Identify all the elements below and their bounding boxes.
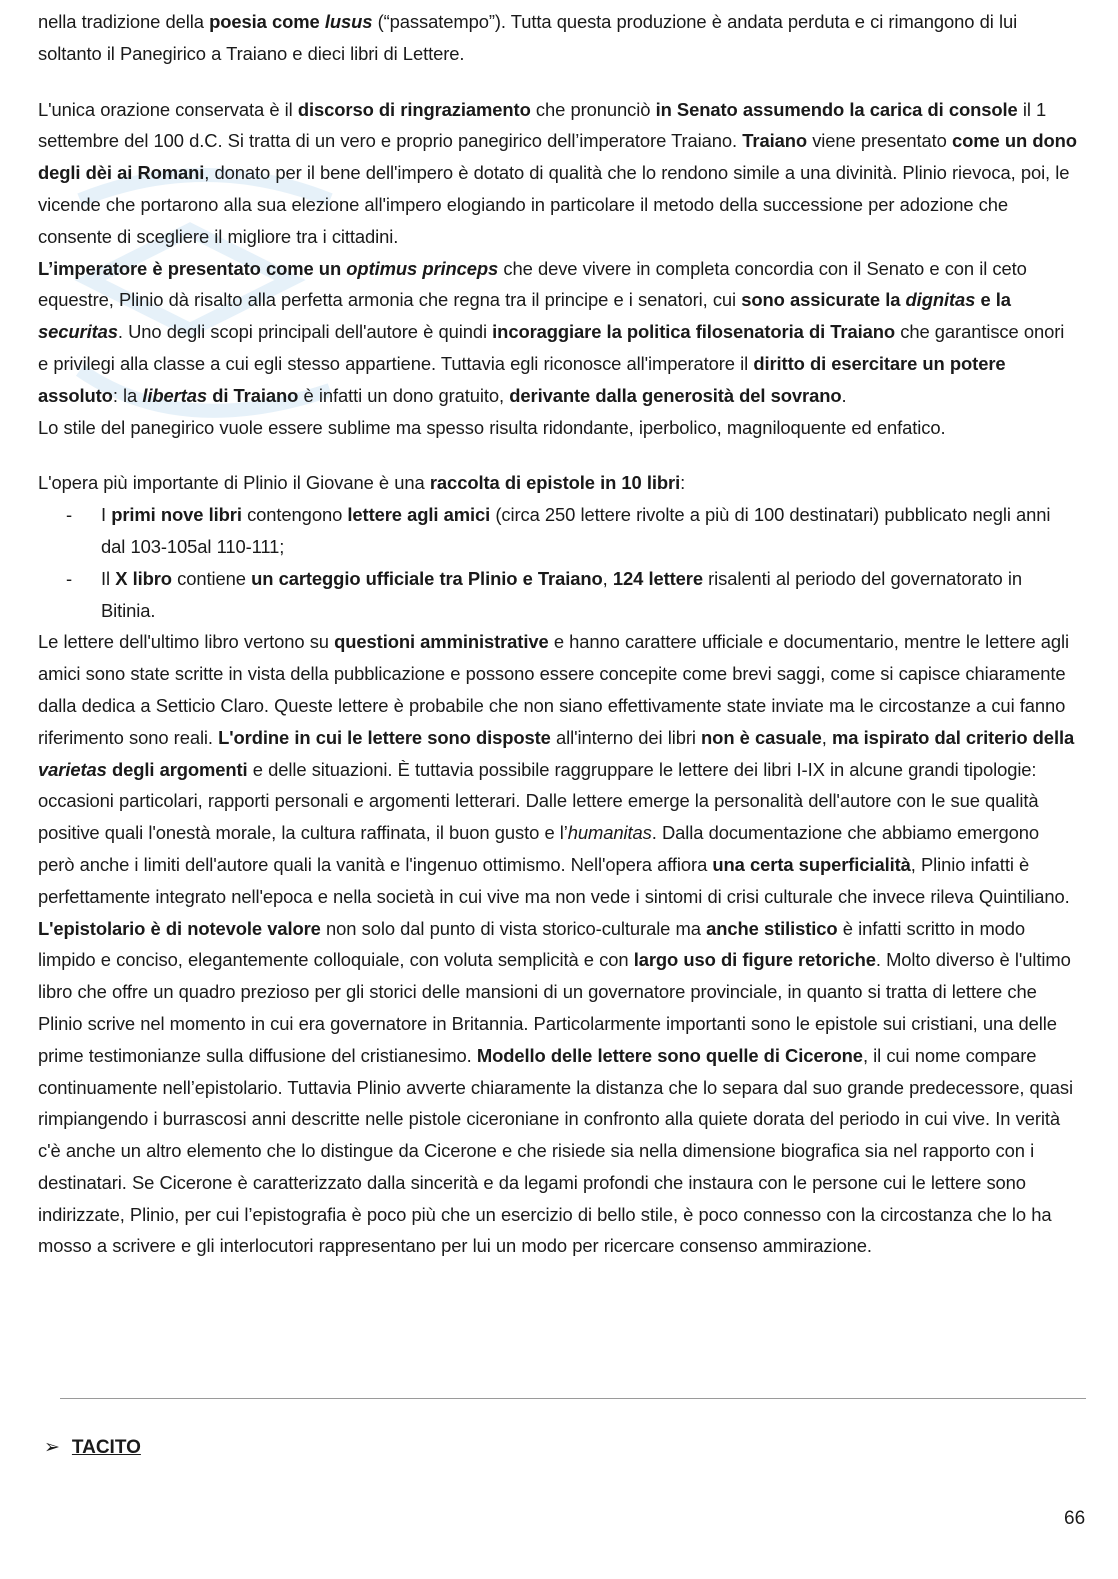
paragraph-stile-panegirico: Lo stile del panegirico vuole essere sublime ma spesso risulta ridondante, iperbolico, magniloquente ed enfatico. [38,416,946,438]
paragraph-lusus: nella tradizione della poesia come lusus (“passatempo”). Tutta questa produzione è andata perduta e ci rimangono di lui soltanto il Panegirico a Traiano e dieci libri di Lettere. [38,11,1018,64]
paragraph-lettere: Le lettere dell'ultimo libro vertono su questioni amministrative e hanno carattere ufficiale e documentario, mentre le lettere agli amici sono state scritte in vista della pubblicazione e possono essere concepite come brevi saggi, come si capisce chiaramente dalla dedica a Setticio Claro. Queste lettere è probabile che non siano effettivamente state inviate ma le circostanze a cui fanno riferimento sono reali. L'ordine in cui le lettere sono disposte all'interno dei libri non è casuale, ma ispirato dal criterio della varietas degli argomenti e delle situazioni. È tuttavia possibile raggruppare le lettere dei libri I-IX in alcune grandi tipologie: occasioni particolari, rapporti personali e argomenti letterari. Dalle lettere emerge la personalità dell'autore con le sue qualità positive quali l'onestà morale, la cultura raffinata, il buon gusto e l’humanitas. Dalla documentazione che abbiamo emergono però anche i limiti dell'autore quali la vanità e l'ingenuo ottimismo. Nell'opera affiora una certa superficialità, Plinio infatti è perfettamente integrato nell'epoca e nella società in cui vive ma non vede i sintomi di crisi culturale che invece rileva Quintiliano. L'epistolario è di notevole valore non solo dal punto di vista storico-culturale ma anche stilistico è infatti scritto in modo limpido e conciso, elegantemente colloquiale, con voluta semplicità e con largo uso di figure retoriche. Molto diverso è l'ultimo libro che offre un quadro prezioso per gli storici delle mansioni di un governatore provinciale, in quanto si tratta di lettere che Plinio scrive nel momento in cui era governatore in Britannia. Particolarmente importanti sono le epistole sui cristiani, una delle prime testimonianze sulla diffusione del cristianesimo. Modello delle lettere sono quelle di Cicerone, il cui nome compare continuamente nell’epistolario. Tuttavia Plinio avverte chiaramente la distanza che lo separa dal suo grande predecessore, quasi rimpiangendo i burrascosi anni descritte nelle pistole ciceroniane in confronto alla quiete dorata del periodo in cui vive. In verità c'è anche un altro elemento che lo distingue da Cicerone e che risiede sia nella dimensione biografica sia nel rapporto con i destinatari. Se Cicerone è caratterizzato dalla sincerità e da legami profondi che instaura con le persone cui le lettere sono indirizzate, Plinio, per cui l’epistografia è poco più che un esercizio di bello stile, è poco connesso con la circostanza che lo ha mosso a scrivere e gli interlocutori rappresentano per lui un modo per ricercare consenso ammirazione. [38,631,1075,1257]
paragraph-panegirico: L'unica orazione conservata è il discorso di ringraziamento che pronunciò in Senato assumendo la carica di console il 1 settembre del 100 d.C. Si tratta di un vero e proprio panegirico dell’imperatore Traiano. Traiano viene presentato come un dono degli dèi ai Romani, donato per il bene dell'impero è dotato di qualità che lo rendono simile a una divinità. Plinio rievoca, poi, le vicende che portarono alla sua elezione all'impero elogiando in particolare il metodo della successione per adozione che consente di scegliere il migliore tra i cittadini. [38,98,1077,247]
list-item: - I primi nove libri contengono lettere agli amici (circa 250 lettere rivolte a più di 100 destinatari) pubblicato negli anni dal 103-105al 110-111; [38,499,1078,563]
dash-bullet: - [66,567,73,589]
section-divider [60,1398,1086,1399]
dash-bullet: - [66,504,73,526]
arrowhead-bullet-icon: ➢ [44,1437,60,1458]
list-item: - Il X libro contiene un carteggio ufficiale tra Plinio e Traiano, 124 lettere risalenti al periodo del governatorato in Bitinia. [38,563,1078,627]
page-number: 66 [1064,1508,1086,1529]
section-title: TACITO [71,1436,141,1458]
document-body [38,6,1078,1262]
paragraph-optimus-princeps: L’imperatore è presentato come un optimus princeps che deve vivere in completa concordia con il Senato e con il ceto equestre, Plinio dà risalto alla perfetta armonia che regna tra il principe e i senatori, cui sono assicurate la dignitas e la securitas. Uno degli scopi principali dell'autore è quindi incoraggiare la politica filosenatoria di Traiano che garantisce onori e privilegi alla classe a cui egli stesso appartiene. Tuttavia egli riconosce all'imperatore il diritto di esercitare un potere assoluto: la libertas di Traiano è infatti un dono gratuito, derivante dalla generosità del sovrano. [38,257,1065,406]
section-heading-tacito [44,1436,141,1459]
paragraph-epistole-intro: L'opera più importante di Plinio il Giovane è una raccolta di epistole in 10 libri: [38,472,686,494]
epistole-list [38,499,1078,626]
